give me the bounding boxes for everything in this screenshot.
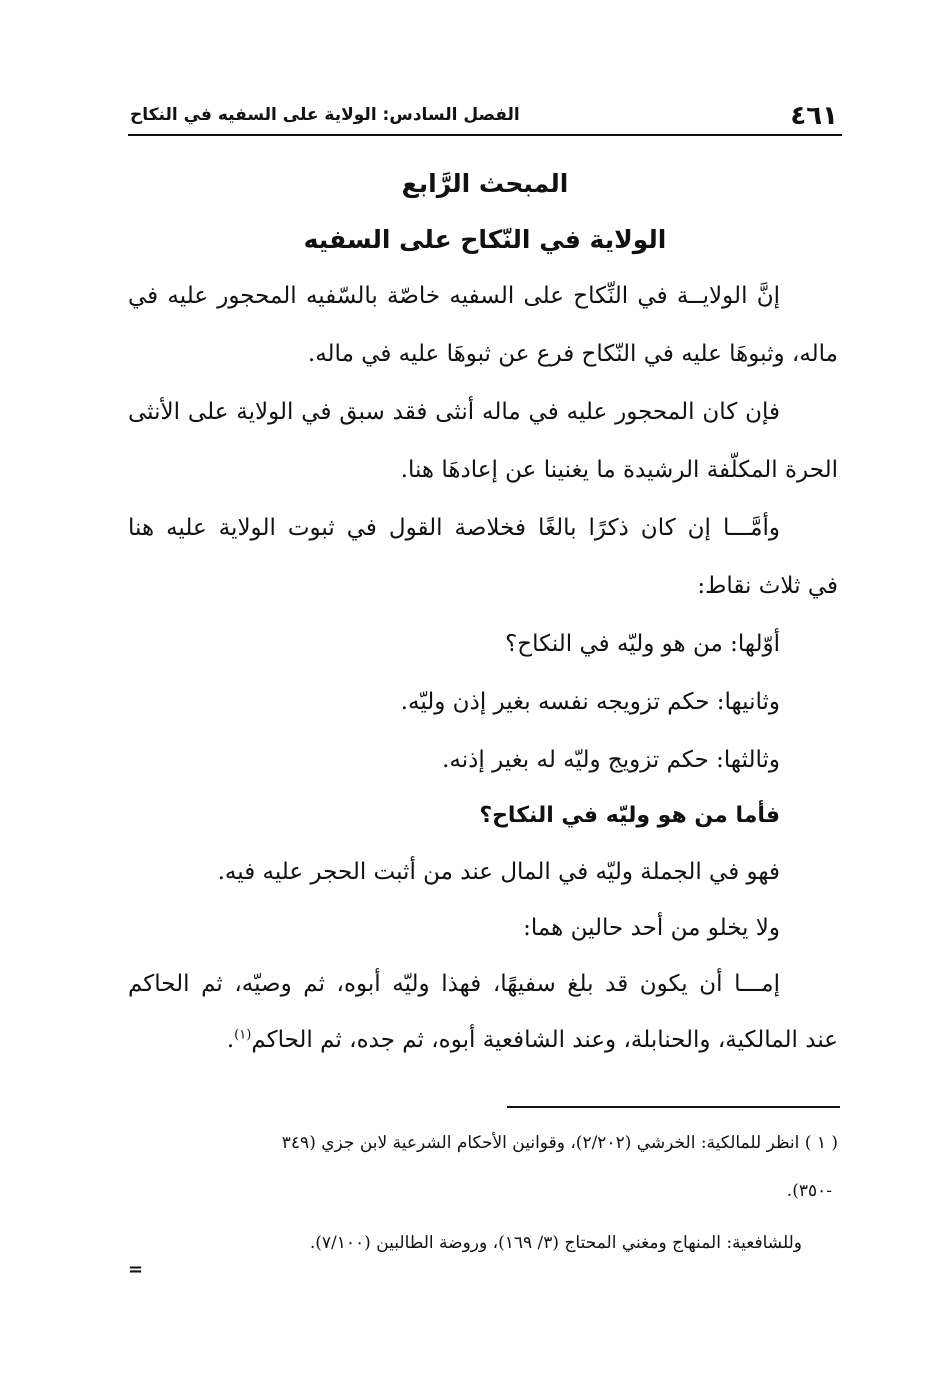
body-line: ماله، وثبوهَا عليه في النّكاح فرع عن ثبوهَا عليه في ماله. [307, 341, 838, 367]
body-line-with-footnote [128, 1020, 838, 1060]
body-line-text: عند المالكية، والحنابلة، وعند الشافعية أبوه، ثم جده، ثم الحاكم [251, 1027, 838, 1053]
body-line: إمـــا أن يكون قد بلغ سفيهًا، فهذا وليّه أبوه، ثم وصيّه، ثم الحاكم [128, 971, 780, 997]
body-line: الحرة المكلّفة الرشيدة ما يغنينا عن إعادهَا هنا. [400, 457, 838, 483]
body-line: فإن كان المحجور عليه في ماله أنثى فقد سبق في الولاية على الأنثى [128, 399, 780, 425]
section-subtitle: المبحث الرَّابع [401, 169, 569, 198]
final-punctuation: . [226, 1027, 235, 1053]
page-number: ٤٦١ [790, 101, 838, 131]
page-header [128, 96, 842, 136]
footnote-line: وللشافعية: المنهاج ومغني المحتاج (٣/ ١٦٩)، وروضة الطالبين (٧/١٠٠). [309, 1233, 802, 1253]
body-line: ولا يخلو من أحد حالين هما: [523, 915, 780, 941]
body-line: فهو في الجملة وليّه في المال عند من أثبت الحجر عليه فيه. [217, 859, 780, 885]
footnote-line: -٣٥٠). [786, 1181, 832, 1201]
running-title: الفصل السادس: الولاية على السفيه في النكاح [130, 105, 520, 125]
footnote-line: ( ١ ) انظر للمالكية: الخرشي (٢/٢٠٢)، وقوانين الأحكام الشرعية لابن جزي (٣٤٩ [281, 1133, 838, 1153]
section-title: الولاية في النّكاح على السفيه [303, 225, 667, 254]
footnote-separator [507, 1106, 840, 1108]
body-line: وثالثها: حكم تزويج وليّه له بغير إذنه. [442, 747, 780, 773]
body-line: وثانيها: حكم تزويجه نفسه بغير إذن وليّه. [400, 689, 780, 715]
header-rule [128, 134, 842, 136]
footnote-marker: (١) [234, 1027, 252, 1043]
subheading: فأما من هو وليّه في النكاح؟ [479, 803, 780, 828]
body-line: في ثلاث نقاط: [697, 573, 838, 599]
continuation-mark: = [128, 1259, 144, 1280]
body-line: إنَّ الولايــة في النِّكاح على السفيه خاصّة بالسّفيه المحجور عليه في [128, 283, 780, 309]
body-line: وأمَّـــا إن كان ذكرًا بالغًا فخلاصة القول في ثبوت الولاية عليه هنا [128, 515, 780, 541]
body-line: أوّلها: من هو وليّه في النكاح؟ [505, 631, 780, 657]
